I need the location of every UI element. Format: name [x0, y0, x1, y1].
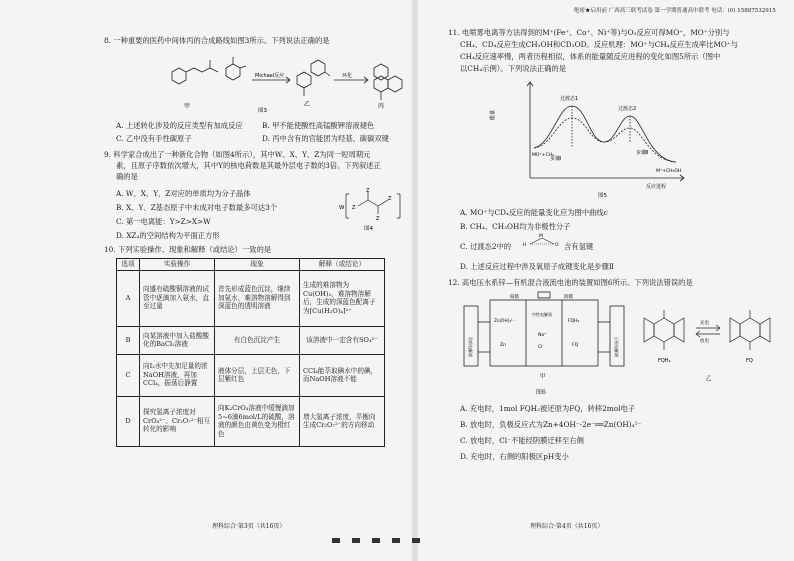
q10-cell: 向I₂水中先加足量的浓NaOH溶液，再加CCl₄，振荡后静置	[140, 354, 215, 396]
svg-text:M: M	[539, 234, 543, 239]
table-row	[117, 270, 385, 326]
q11-xlabel: 反应进程	[646, 184, 667, 190]
q11-end: M⁺+CH₃OH	[656, 169, 682, 174]
q12-label-fqh2: FQH₂	[568, 319, 580, 324]
q10-cell: A	[117, 270, 140, 326]
q8-option-a: A. 上述转化涉及的反应类型有加成反应	[116, 121, 243, 130]
q10-cell: B	[117, 326, 140, 354]
q11-line-2: CH₄、CD₄反应生成CH₃OH和CD₃OD。反应机理：MO⁺与CH₄反应生成率比MO⁺与	[460, 40, 739, 49]
q10-cell: 向K₂CrO₄溶液中缓慢滴加5~6滴6mol/L的硫酸，溶液的颜色由黄色变为橙红色	[215, 396, 300, 446]
q12-molecule-conversion	[634, 290, 790, 388]
q12-label-fq: FQ	[572, 343, 579, 348]
q11-line-4: 以CH₄示例）。下列说法正确的是	[460, 64, 567, 73]
q10-cell: C	[117, 354, 140, 396]
q11-option-d: D. 上述反应过程中涉及氧原子成键变化是步骤Ⅱ	[460, 262, 614, 271]
svg-text:O: O	[555, 243, 559, 248]
q10-cell: CCl₄能萃取碘水中的碘，而NaOH溶液不能	[300, 354, 385, 396]
q12-label-jia: 甲	[540, 374, 546, 380]
footer-left: 理科综合·第3页（共16页）	[212, 523, 286, 530]
q11-ts2: 过渡态2	[618, 106, 637, 112]
q12-discharge: 放电	[700, 339, 709, 344]
q10-header-operation: 实验操作	[140, 259, 215, 271]
q8-synthesis-scheme	[112, 46, 407, 114]
q8-figure-caption: 图3	[258, 108, 267, 114]
q12-option-a: A. 充电时，1mol FQH₂被还原为FQ，转移2mol电子	[460, 404, 636, 413]
q12-label-negative-electrolyte: 负极电解液	[468, 337, 473, 357]
q12-stem: 12. 高电压水系锌—有机混合液流电池的装置如图6所示。下列说法错误的是	[448, 278, 693, 287]
registration-mark	[392, 538, 400, 543]
q10-stem: 10. 下列实验操作、现象和解释（或结论）一致的是	[104, 245, 272, 254]
q8-label-yi: 乙	[304, 101, 311, 108]
footer-right: 理科综合·第4页（共16页）	[530, 523, 604, 530]
q10-cell: 液体分层，上层无色，下层紫红色	[215, 354, 300, 396]
q9-option-c: C. 第一电离能：Y>Z>X>W	[116, 217, 211, 226]
q8-reagent-2: 环化	[342, 73, 353, 79]
header-right: 绝密★启用前 广西高三联考试卷 第一学期普通高中联考 电话：(0) 15887532915	[574, 8, 776, 14]
q12-mol-a: FQH₂	[658, 358, 671, 364]
q8-option-b: B. 甲不能使酸性高锰酸钾溶液褪色	[262, 121, 375, 130]
q11-option-c: C. 过渡态2中的	[460, 242, 512, 251]
q8-label-bing: 丙	[378, 103, 385, 110]
q11-start: MO⁺+CH₄	[532, 153, 554, 158]
q11-line-1: 11. 电喷雾电离等方法得到的M⁺(Fe⁺、Co⁺、Ni⁺等)与O₃反应可得MO⁺，MO⁺分别与	[448, 28, 730, 37]
q12-option-c: C. 放电时，Cl⁻不能经阴膜迁移至右侧	[460, 436, 584, 445]
q12-label-neutral: 中性电解质	[532, 312, 552, 317]
q8-option-d: D. 丙中含有的官能团为羟基、碳碳双键	[262, 134, 389, 143]
q12-charge: 充电	[700, 321, 709, 326]
q12-label-zincate: Zn(OH)₄²⁻	[494, 318, 515, 323]
q10-header-option: 选项	[117, 259, 140, 271]
q12-figure-caption: 图6	[536, 389, 546, 396]
q9-option-d: D. XZ₄的空间结构为平面正方形	[116, 231, 220, 240]
q12-label-na: Na⁺	[538, 333, 547, 338]
svg-text:Z: Z	[376, 216, 380, 222]
q11-figure-caption: 图5	[598, 193, 607, 199]
q11-line-3: CH₄反应速率慢，两者历程相似，体系的能量随反应进程的变化如图5所示（图中	[460, 52, 721, 61]
q12-option-d: D. 充电时，右侧的阳极区pH变小	[460, 452, 569, 461]
q9-option-a: A. W、X、Y、Z对应的单质均为分子晶体	[116, 189, 251, 198]
q10-cell: D	[117, 396, 140, 446]
q9-figure-caption: 图4	[364, 226, 373, 232]
table-row	[117, 326, 385, 354]
q9-line-1: 9. 科学家合成出了一种新化合物（如图4所示），其中W、X、Y、Z为同一短周期元	[104, 150, 371, 159]
svg-text:Z: Z	[366, 188, 370, 194]
registration-mark	[352, 538, 360, 543]
q10-table-header	[117, 259, 385, 271]
table-row	[117, 354, 385, 396]
q8-label-jia: 甲	[184, 103, 191, 110]
q9-line-3: 确的是	[116, 172, 138, 181]
q8-stem: 8. 一种重要的医药中间体丙的合成路线如图3所示。下列说法正确的是	[104, 36, 330, 45]
q11-option-c-tail: 含有氢键	[564, 242, 594, 251]
registration-mark	[332, 538, 340, 543]
q9-line-2: 素，且原子序数依次增大，其中Y的核电荷数是其最外层电子数的3倍。下列叙述正	[116, 161, 381, 170]
q10-cell: 探究氢离子浓度对CrO₄²⁻、Cr₂O₇²⁻相互转化的影响	[140, 396, 215, 446]
table-row	[117, 396, 385, 446]
q12-label-cation-membrane: 阳膜	[510, 295, 519, 300]
q10-cell: 向某溶液中加入盐酸酸化的BaCl₂溶液	[140, 326, 215, 354]
q12-label-anion-membrane: 阴膜	[564, 295, 573, 300]
registration-mark	[372, 538, 380, 543]
q10-cell: 该溶液中一定含有SO₄²⁻	[300, 326, 385, 354]
q11-option-c-structure	[522, 232, 562, 256]
q11-step2: 步骤Ⅱ	[636, 150, 649, 156]
q12-mol-b: FQ	[746, 358, 753, 364]
q10-cell: 向盛有硫酸铜溶液的试管中逐滴加入氨水，直至过量	[140, 270, 215, 326]
registration-mark	[412, 538, 420, 543]
q8-option-c: C. 乙中没有手性碳原子	[116, 134, 192, 143]
q10-header-explanation: 解释（或结论）	[300, 259, 385, 271]
svg-text:H: H	[523, 243, 527, 248]
q10-cell: 增大氢离子浓度，平衡向生成Cr₂O₇²⁻的方向移动	[300, 396, 385, 446]
q11-curve	[534, 106, 676, 162]
q9-structure-figure	[338, 188, 408, 234]
svg-text:Z: Z	[388, 196, 392, 202]
q10-cell: 生成的难溶物为Cu(OH)₂，难溶物溶解后，生成的深蓝色配离子为[Cu(H₂O)₄]²⁺	[300, 270, 385, 326]
q12-label-positive-electrolyte: 正极电解液	[614, 337, 619, 357]
q11-option-a: A. MO⁺与CD₄反应的能量变化应为图中曲线c	[460, 208, 608, 217]
q12-battery-device	[460, 292, 628, 382]
q11-ts1: 过渡态1	[560, 96, 579, 102]
q12-option-b: B. 放电时，负极反应式为Zn+4OH⁻-2e⁻══Zn(OH)₄²⁻	[460, 420, 642, 429]
q12-label-yi: 乙	[706, 376, 712, 382]
q11-ylabel: 能量	[490, 109, 496, 120]
svg-text:Z: Z	[352, 205, 356, 211]
q8-reagent-1: Michael反应	[255, 73, 285, 79]
q10-header-phenomenon: 现象	[215, 259, 300, 271]
right-page	[418, 0, 794, 561]
q11-energy-diagram	[490, 76, 696, 200]
svg-text:W: W	[339, 205, 345, 211]
q11-step1: 步骤Ⅰ	[550, 156, 562, 162]
q9-option-b: B. X、Y、Z基态原子中未成对电子数最多可达3个	[116, 203, 278, 212]
q11-option-b: B. CH₄、CH₃OH均为非极性分子	[460, 222, 571, 231]
q10-cell: 首先形成蓝色沉淀，继续加氨水，难溶物溶解得到深蓝色的透明溶液	[215, 270, 300, 326]
q12-label-zn: Zn	[500, 343, 506, 348]
q10-table	[116, 258, 385, 447]
q10-cell: 有白色沉淀产生	[215, 326, 300, 354]
q12-label-cl: Cl⁻	[538, 345, 545, 350]
